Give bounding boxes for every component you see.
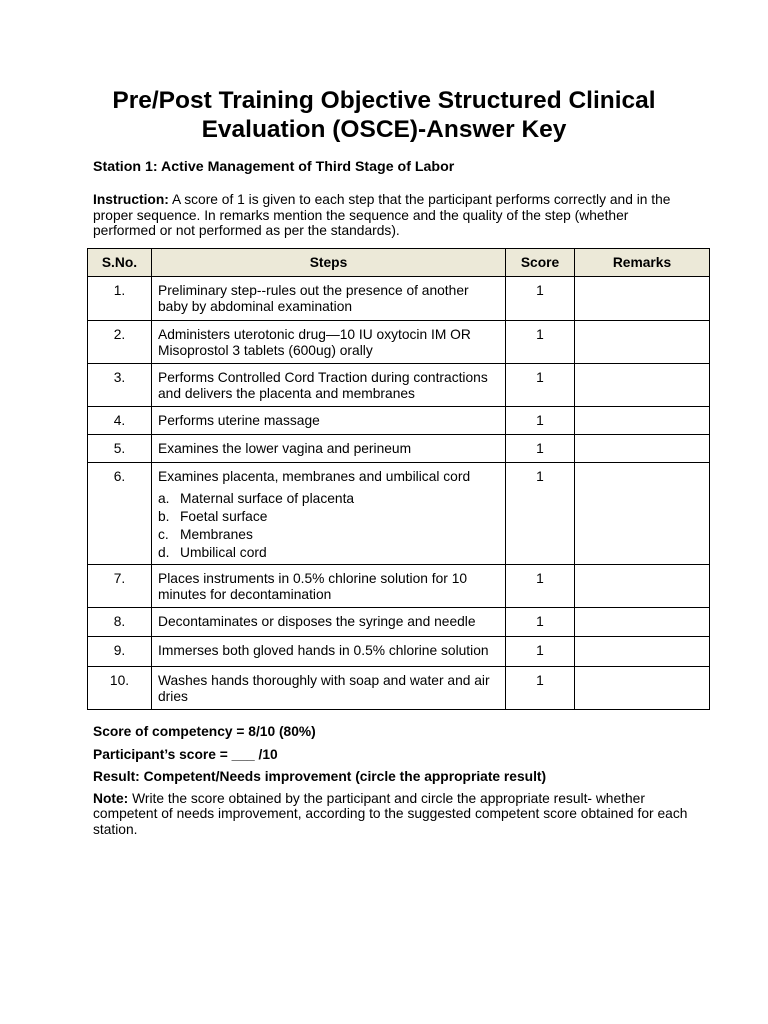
row-step: Performs uterine massage xyxy=(152,407,506,435)
row-step: Washes hands thoroughly with soap and water and air dries xyxy=(152,667,506,710)
list-item xyxy=(158,526,499,544)
sub-item-text: Maternal surface of placenta xyxy=(180,490,355,506)
station-heading: Station 1: Active Management of Third Stage of Labor xyxy=(93,159,455,175)
table-row xyxy=(88,637,710,667)
row-number: 1. xyxy=(88,277,152,321)
instruction-paragraph xyxy=(93,192,693,239)
row-remarks xyxy=(575,364,710,407)
row-remarks xyxy=(575,637,710,667)
row-remarks xyxy=(575,667,710,710)
header-sno: S.No. xyxy=(88,249,152,277)
row-score: 1 xyxy=(506,364,575,407)
row-step xyxy=(152,463,506,565)
row-score: 1 xyxy=(506,565,575,608)
table-header-row xyxy=(88,249,710,277)
row-remarks xyxy=(575,435,710,463)
note-text: Write the score obtained by the participant and circle the appropriate result- whether competent of needs improvement, according to the suggested competent score obtained for each station. xyxy=(93,790,688,837)
row-score: 1 xyxy=(506,667,575,710)
table-row xyxy=(88,407,710,435)
sub-item-list xyxy=(158,490,499,562)
row-score: 1 xyxy=(506,277,575,321)
row-step: Examines the lower vagina and perineum xyxy=(152,435,506,463)
table-row xyxy=(88,565,710,608)
row-number: 8. xyxy=(88,608,152,637)
note-label: Note: xyxy=(93,790,129,806)
header-steps: Steps xyxy=(152,249,506,277)
row-step-text: Examines placenta, membranes and umbilical cord xyxy=(158,469,471,484)
row-score: 1 xyxy=(506,637,575,667)
row-number: 7. xyxy=(88,565,152,608)
sub-item-text: Foetal surface xyxy=(180,508,268,524)
sub-item-text: Umbilical cord xyxy=(180,544,267,560)
header-score: Score xyxy=(506,249,575,277)
note-paragraph xyxy=(93,791,693,838)
row-number: 6. xyxy=(88,463,152,565)
instruction-text: A score of 1 is given to each step that the participant performs correctly and in the proper sequence. In remarks mention the sequence and the quality of the step (whether performed or not performed as per the standards). xyxy=(93,192,671,239)
sub-item-letter: b. xyxy=(158,508,170,524)
row-remarks xyxy=(575,321,710,364)
row-remarks xyxy=(575,407,710,435)
row-step: Decontaminates or disposes the syringe and needle xyxy=(152,608,506,637)
row-score: 1 xyxy=(506,321,575,364)
row-step: Immerses both gloved hands in 0.5% chlorine solution xyxy=(152,637,506,667)
sub-item-letter: c. xyxy=(158,526,169,542)
row-number: 10. xyxy=(88,667,152,710)
row-step: Performs Controlled Cord Traction during contractions and delivers the placenta and membranes xyxy=(152,364,506,407)
sub-item-letter: a. xyxy=(158,490,170,506)
row-number: 4. xyxy=(88,407,152,435)
table-row xyxy=(88,667,710,710)
row-number: 2. xyxy=(88,321,152,364)
row-remarks xyxy=(575,277,710,321)
row-number: 3. xyxy=(88,364,152,407)
table-row xyxy=(88,463,710,565)
row-score: 1 xyxy=(506,407,575,435)
row-remarks xyxy=(575,565,710,608)
list-item xyxy=(158,490,499,508)
row-step: Preliminary step--rules out the presence of another baby by abdominal examination xyxy=(152,277,506,321)
row-score: 1 xyxy=(506,435,575,463)
row-score: 1 xyxy=(506,608,575,637)
table-row xyxy=(88,608,710,637)
row-step: Administers uterotonic drug—10 IU oxytocin IM OR Misoprostol 3 tablets (600ug) orally xyxy=(152,321,506,364)
row-number: 9. xyxy=(88,637,152,667)
row-step: Places instruments in 0.5% chlorine solution for 10 minutes for decontamination xyxy=(152,565,506,608)
competency-score: Score of competency = 8/10 (80%) xyxy=(93,724,316,739)
table-row xyxy=(88,364,710,407)
list-item xyxy=(158,508,499,526)
page-title: Pre/Post Training Objective Structured Clinical Evaluation (OSCE)-Answer Key xyxy=(112,87,656,143)
instruction-label: Instruction: xyxy=(93,192,169,207)
row-number: 5. xyxy=(88,435,152,463)
table-row xyxy=(88,435,710,463)
result-line: Result: Competent/Needs improvement (circle the appropriate result) xyxy=(93,769,547,784)
steps-table xyxy=(87,248,710,710)
row-remarks xyxy=(575,608,710,637)
results-section xyxy=(93,723,693,837)
participant-score: Participant’s score = ___ /10 xyxy=(93,746,278,762)
row-score: 1 xyxy=(506,463,575,565)
table-row xyxy=(88,277,710,321)
sub-item-text: Membranes xyxy=(180,526,253,542)
list-item xyxy=(158,544,499,562)
header-remarks: Remarks xyxy=(575,249,710,277)
sub-item-letter: d. xyxy=(158,544,170,560)
table-row xyxy=(88,321,710,364)
row-remarks xyxy=(575,463,710,565)
